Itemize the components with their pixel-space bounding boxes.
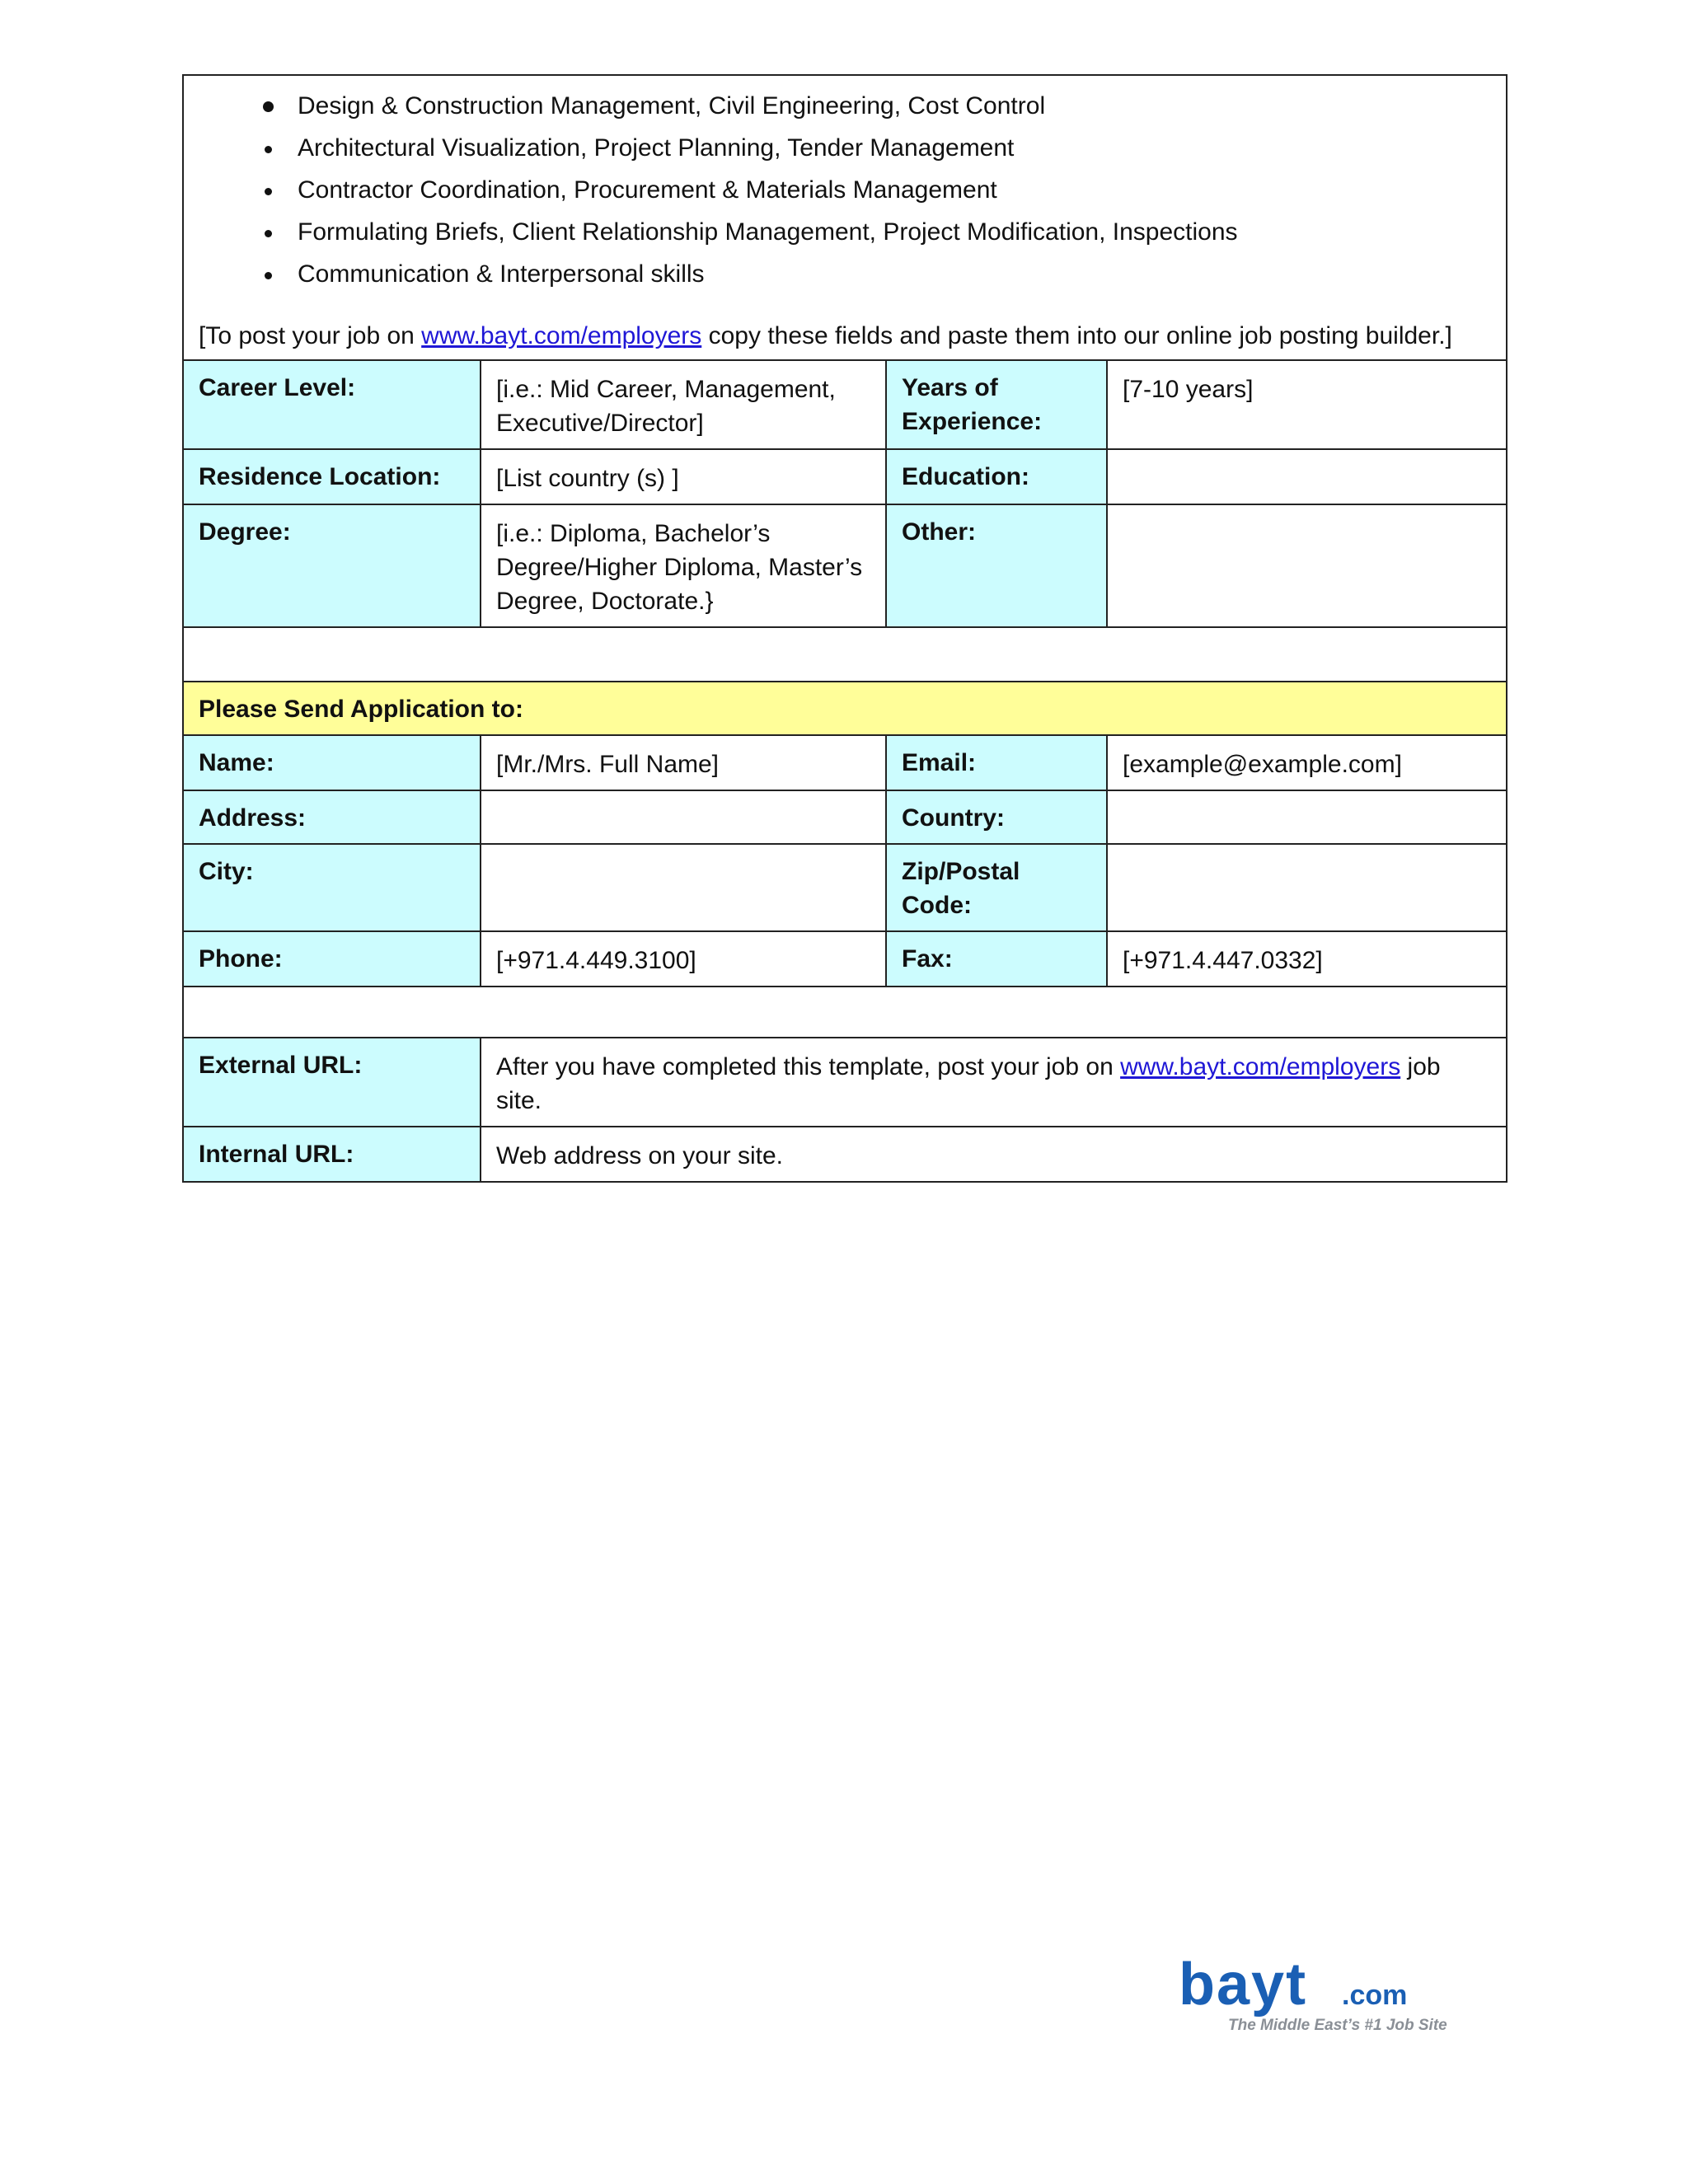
email-label: Email: xyxy=(886,735,1107,790)
email-value: [example@example.com] xyxy=(1107,735,1507,790)
name-label: Name: xyxy=(183,735,481,790)
spacer-row xyxy=(183,987,1507,1038)
logo-tagline: The Middle East’s #1 Job Site xyxy=(1228,2017,1447,2034)
external-url-before: After you have completed this template, post your job on xyxy=(496,1053,1121,1080)
career-level-value: [i.e.: Mid Career, Management, Executive/Director] xyxy=(481,360,886,449)
employers-link[interactable]: www.bayt.com/employers xyxy=(421,322,702,349)
list-item: Design & Construction Management, Civil Engineering, Cost Control xyxy=(199,87,1491,129)
logo-suffix: .com xyxy=(1342,1980,1408,2011)
address-label: Address: xyxy=(183,790,481,844)
spacer-row xyxy=(183,627,1507,682)
post-note-after: copy these fields and paste them into our online job posting builder.] xyxy=(701,322,1452,349)
education-label: Education: xyxy=(886,449,1107,504)
other-label: Other: xyxy=(886,504,1107,627)
degree-value: [i.e.: Diploma, Bachelor’s Degree/Higher Diploma, Master’s Degree, Doctorate.} xyxy=(481,504,886,627)
degree-label: Degree: xyxy=(183,504,481,627)
logo-brand: bayt xyxy=(1179,1953,1308,2018)
phone-label: Phone: xyxy=(183,931,481,987)
job-template-table xyxy=(182,74,1507,1183)
skills-list xyxy=(199,87,1491,298)
internal-url-value: Web address on your site. xyxy=(481,1127,1507,1182)
residence-location-label: Residence Location: xyxy=(183,449,481,504)
career-level-label: Career Level: xyxy=(183,360,481,449)
name-value: [Mr./Mrs. Full Name] xyxy=(481,735,886,790)
list-item: Formulating Briefs, Client Relationship Management, Project Modification, Inspections xyxy=(199,213,1491,255)
list-item: Contractor Coordination, Procurement & Materials Management xyxy=(199,171,1491,213)
internal-url-label: Internal URL: xyxy=(183,1127,481,1182)
other-value xyxy=(1107,504,1507,627)
residence-location-value: [List country (s) ] xyxy=(481,449,886,504)
zip-value xyxy=(1107,844,1507,931)
intro-cell xyxy=(183,75,1507,360)
list-item: Architectural Visualization, Project Planning, Tender Management xyxy=(199,129,1491,171)
external-url-after: job site. xyxy=(496,1053,1441,1114)
post-note xyxy=(199,319,1491,353)
list-item: Communication & Interpersonal skills xyxy=(199,255,1491,298)
address-value xyxy=(481,790,886,844)
phone-value: [+971.4.449.3100] xyxy=(481,931,886,987)
fax-label: Fax: xyxy=(886,931,1107,987)
external-url-label: External URL: xyxy=(183,1038,481,1127)
years-of-experience-label: Years of Experience: xyxy=(886,360,1107,449)
application-header: Please Send Application to: xyxy=(183,682,1507,735)
years-of-experience-value: [7-10 years] xyxy=(1107,360,1507,449)
education-value xyxy=(1107,449,1507,504)
country-label: Country: xyxy=(886,790,1107,844)
bayt-logo xyxy=(1179,1953,1492,2036)
external-url-value xyxy=(481,1038,1507,1127)
post-note-before: [To post your job on xyxy=(199,322,422,349)
city-value xyxy=(481,844,886,931)
country-value xyxy=(1107,790,1507,844)
fax-value: [+971.4.447.0332] xyxy=(1107,931,1507,987)
city-label: City: xyxy=(183,844,481,931)
external-employers-link[interactable]: www.bayt.com/employers xyxy=(1120,1053,1401,1080)
zip-label: Zip/Postal Code: xyxy=(886,844,1107,931)
